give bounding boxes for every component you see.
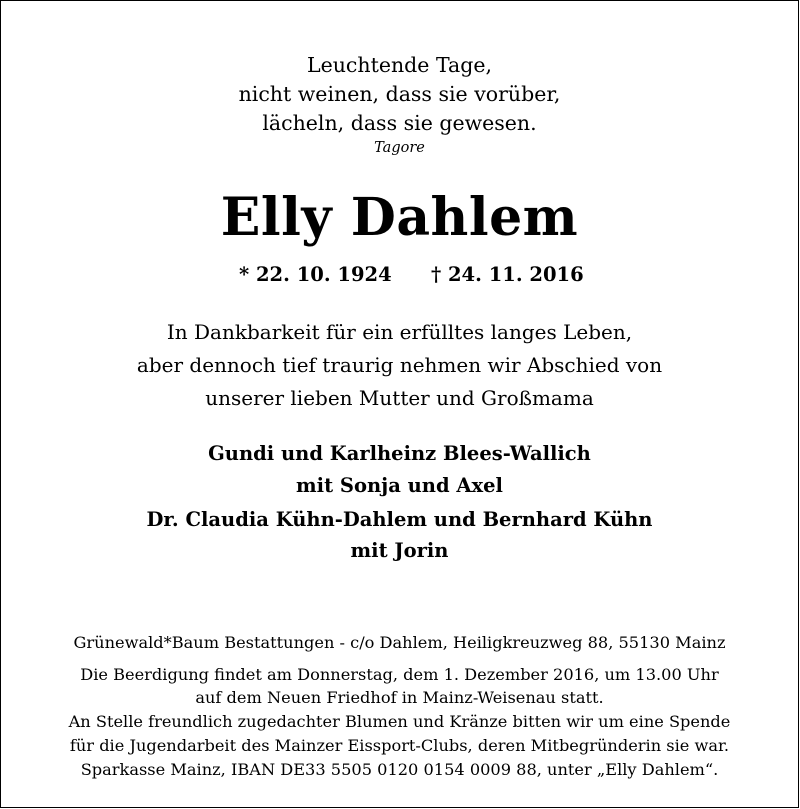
message-line: aber dennoch tief traurig nehmen wir Abschied von [136, 353, 663, 377]
deceased-name: Elly Dahlem [220, 187, 579, 248]
birth-date: * 22. 10. 1924 [239, 263, 392, 286]
poem-author: Tagore [374, 140, 425, 156]
mourner-line: Gundi und Karlheinz Blees-Wallich [208, 442, 591, 465]
info-line: An Stelle freundlich zugedachter Blumen und Kränze bitten wir um eine Spende [68, 712, 731, 731]
info-line: für die Jugendarbeit des Mainzer Eissport-Clubs, deren Mitbegründerin sie war. [69, 736, 730, 755]
funeral-home-address: Grünewald*Baum Bestattungen - c/o Dahlem, Heiligkreuzweg 88, 55130 Mainz [73, 633, 726, 652]
donation-bank-details: Sparkasse Mainz, IBAN DE33 5505 0120 0154 0009 88, unter „Elly Dahlem“. [80, 760, 719, 779]
info-line: Die Beerdigung findet am Donnerstag, dem 1. Dezember 2016, um 13.00 Uhr [80, 665, 719, 684]
poem-line: Leuchtende Tage, [306, 53, 493, 77]
mourner-line: mit Jorin [350, 539, 449, 562]
poem-line: nicht weinen, dass sie vorüber, [238, 82, 561, 106]
mourner-line: Dr. Claudia Kühn-Dahlem und Bernhard Kühn [146, 508, 653, 531]
poem-line: lächeln, dass sie gewesen. [262, 111, 537, 135]
info-line: auf dem Neuen Friedhof in Mainz-Weisenau statt. [195, 688, 604, 707]
death-date: † 24. 11. 2016 [431, 263, 584, 286]
message-line: unserer lieben Mutter und Großmama [205, 386, 594, 410]
mourner-line: mit Sonja und Axel [296, 474, 503, 497]
life-dates [1, 263, 798, 289]
message-line: In Dankbarkeit für ein erfülltes langes Leben, [166, 320, 633, 344]
